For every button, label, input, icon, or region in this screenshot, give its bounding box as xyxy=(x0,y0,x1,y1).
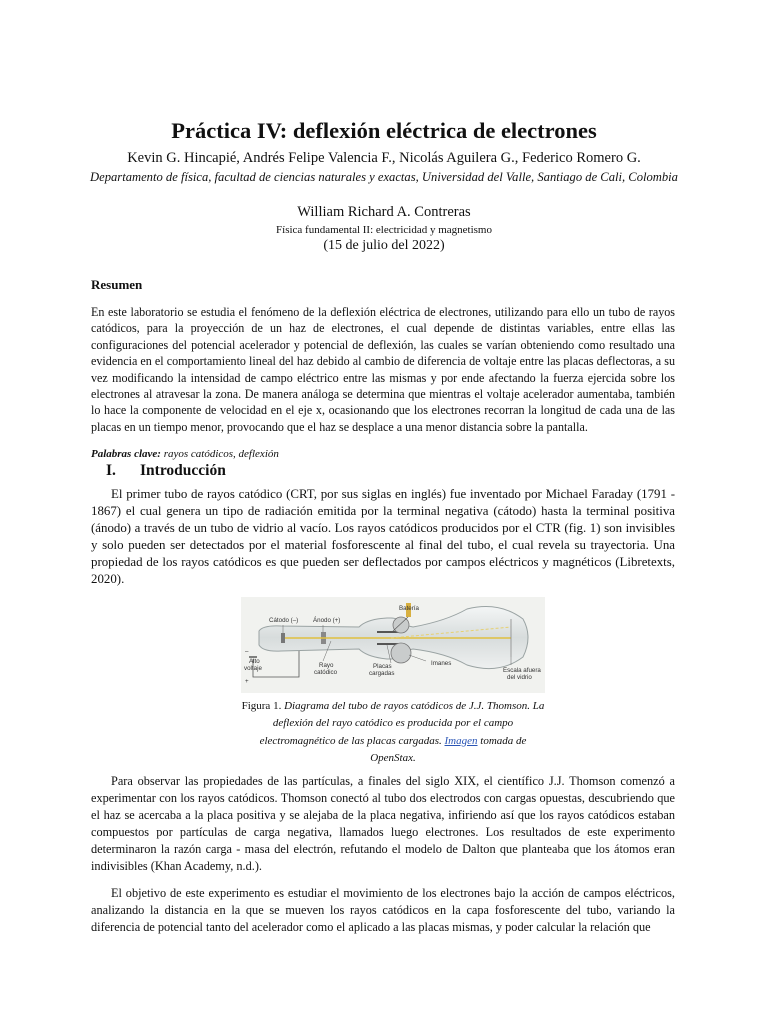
label-plates-1: Placas xyxy=(373,663,392,670)
label-magnets: Imanes xyxy=(431,660,452,667)
cathode-electrode xyxy=(281,633,285,643)
label-scale-1: Escala afuera xyxy=(503,667,541,674)
affiliation: Departamento de física, facultad de ciencias naturales y exactas, Universidad del Valle, Santiago de Cali, Colombia xyxy=(90,170,678,184)
professor-name: William Richard A. Contreras xyxy=(297,204,471,220)
abstract-text: En este laboratorio se estudia el fenómeno de la deflexión eléctrica de electrones, utilizando para ello un tubo de rayos catódicos, para la proyección de un haz de electrones, el cual depende de distintas variables, entre ellas las configuraciones del potencial acelerador y potencial de deflexión, las cuales se varían obteniendo como resultado una evidencia en el comportamiento lineal del haz debido al cambio de diferencia de voltaje entre las placas deflectoras, a su vez modificando la intensidad de campo eléctrico entre las mismas y por ende afectando la fuerza ejercida sobre los electrones al atravesar la zona. De manera análoga se determina que mientras el voltaje acelerador aumentaba, también lo hace la componente de velocidad en el eje x, ocasionando que los electrones recorran la longitud de cada una de las placas en un tiempo menor, provocando que el haz se desplace a una menor distancia sobre la pantalla. xyxy=(91,305,675,434)
caption-image-link[interactable]: Imagen xyxy=(444,734,478,747)
intro-paragraph-2: Para observar las propiedades de las partículas, a finales del siglo XIX, el científico J.J. Thomson comenzó a experimentar con los rayos catódicos. Thomson conectó al tubo dos electrodos con cargas opuestas, descubriendo que el haz se acercaba a la placa positiva y se alejaba de la placa negativa, infiriendo así que los rayos catódicos estaban compuestos por partículas de carga negativa, llamados luego electrones. Los resultados de este experimento determinaron la razón carga - masa del electrón, refutando el modelo de Dalton que planteaba que los átomos eran indivisibles (Khan Academy, n.d.). xyxy=(91,774,675,873)
label-battery: Batería xyxy=(399,605,419,612)
author-list: Kevin G. Hincapié, Andrés Felipe Valencia F., Nicolás Aguilera G., Federico Romero G. xyxy=(127,150,641,166)
label-minus: – xyxy=(245,648,249,655)
label-plates-2: cargadas xyxy=(369,670,395,677)
keywords-label: Palabras clave: xyxy=(91,448,161,460)
caption-text: Diagrama del tubo de rayos catódicos de J.J. Thomson. La deflexión del rayo catódico es producida por el campo electromagnético de las placas cargadas. xyxy=(259,700,545,747)
intro-paragraph-1: El primer tubo de rayos catódico (CRT, por sus siglas en inglés) fue inventado por Michael Faraday (1791 - 1867) el cual genera un tipo de radiación emitida por la terminal negativa (cátodo) hasta la terminal positiva (ánodo) a través de un tubo de vidrio al vacío. Los rayos catódicos producidos por el CTR (fig. 1) son invisibles y solo pueden ser detectados por el material fosforescente al final del tubo, el cual revela su trayectoria. Una propiedad de los rayos catódicos es que pueden ser deflectados por campos eléctricos y magnéticos (Libretexts, 2020). xyxy=(91,487,675,587)
label-cathode: Cátodo (–) xyxy=(269,617,299,624)
label-high-voltage-1: Alto xyxy=(249,658,260,665)
figure-caption xyxy=(238,698,548,768)
label-scale-2: del vidrio xyxy=(507,674,532,681)
paper-title: Práctica IV: deflexión eléctrica de electrones xyxy=(171,118,597,143)
caption-prefix: Figura 1. xyxy=(241,700,282,712)
caption-suffix: tomada de OpenStax. xyxy=(370,734,527,765)
intro-paragraph-3: El objetivo de este experimento es estudiar el movimiento de los electrones bajo la acción de campos eléctricos, analizando la distancia en la que se mueven los rayos catódicos en la capa fosforescente del tubo, variando la diferencia de potencial tanto del acelerador como el aplicado a las placas mismas, y poder calcular la relación que xyxy=(91,886,675,934)
keywords-line xyxy=(91,448,279,460)
paper-date: (15 de julio del 2022) xyxy=(323,238,445,253)
magnet-upper xyxy=(393,617,409,633)
section-number: I. xyxy=(106,462,116,479)
keywords-value: rayos catódicos, deflexión xyxy=(163,448,279,460)
label-plus: + xyxy=(245,678,249,685)
label-high-voltage-2: voltaje xyxy=(244,665,262,672)
crt-tube-illustration xyxy=(241,597,545,693)
section-title: Introducción xyxy=(140,462,226,479)
abstract-heading: Resumen xyxy=(91,277,143,292)
magnet-lower xyxy=(391,643,411,663)
label-ray-1: Rayo xyxy=(319,662,334,669)
course-name: Física fundamental II: electricidad y magnetismo xyxy=(276,224,492,236)
label-ray-2: catódico xyxy=(314,669,338,676)
section-heading-introduction xyxy=(106,462,226,480)
figure-crt-diagram xyxy=(241,597,545,693)
label-anode: Ánodo (+) xyxy=(313,617,341,624)
